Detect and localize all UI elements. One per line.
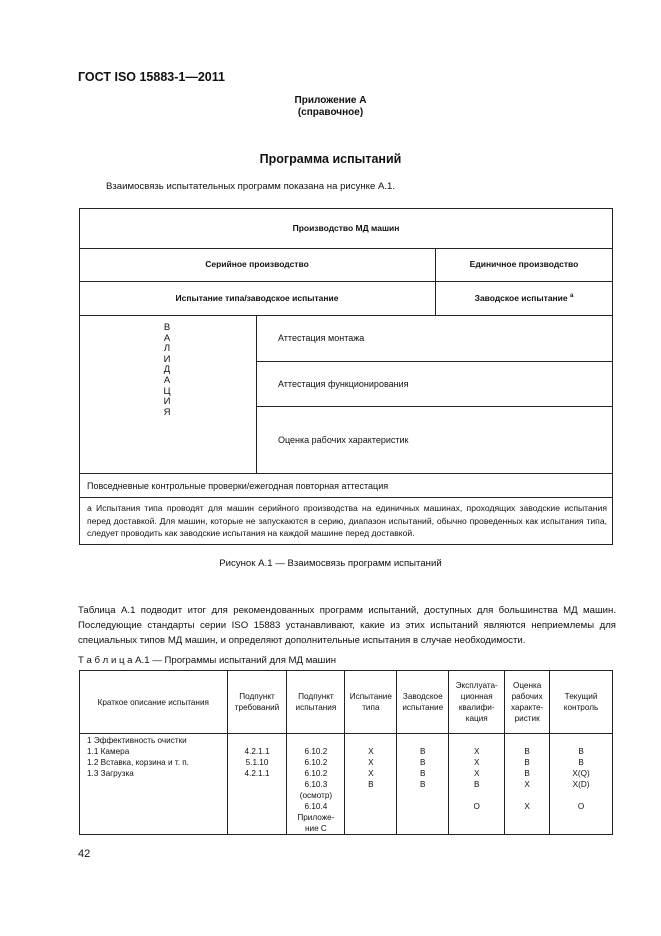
column-header: Текущий контроль (550, 671, 613, 734)
factory-test-box (435, 293, 613, 303)
validation-letter: Л (163, 343, 171, 355)
column-header: Испытание типа (345, 671, 397, 734)
validation-letter: Я (163, 406, 171, 418)
table-cell-type-test: X X X B (345, 734, 397, 835)
table-cell-requirements: 4.2.1.1 5.1.10 4.2.1.1 (227, 734, 287, 835)
validation-letter: Д (163, 364, 171, 376)
column-header: Эксплуата- ционная квалифи- кация (449, 671, 505, 734)
validation-letter: В (163, 322, 171, 333)
table-cell-description: 1 Эффективность очистки 1.1 Камера 1.2 Вставка, корзина и т. п. 1.3 Загрузка (80, 734, 228, 835)
appendix-note: (справочное) (297, 107, 364, 118)
validation-letter: А (163, 332, 171, 344)
body-paragraph: Таблица А.1 подводит итог для рекомендованных программ испытаний, доступных для большинства МД машин. Последующие стандарты серии ISO 15883 устанавливают, какие из этих испытаний являются неприемлемы для специальных типов МД машин, и определяют дополнительные испытания в случае необходимости. (78, 605, 616, 646)
column-header: Заводское испытание (397, 671, 449, 734)
table-cell-routine: B B X(Q) X(D) O (550, 734, 613, 835)
document-header: ГОСТ ISO 15883-1—2011 (78, 70, 225, 84)
appendix-label: Приложение А (294, 95, 367, 106)
intro-text: Взаимосвязь испытательных программ показана на рисунке А.1. (106, 181, 396, 192)
performance-qualification-box: Оценка рабочих характеристик (278, 435, 409, 445)
installation-qualification-box: Аттестация монтажа (278, 333, 365, 343)
validation-letter: И (163, 396, 171, 408)
factory-test-label: Заводское испытание (474, 293, 568, 303)
column-header: Оценка рабочих характе- ристик (505, 671, 550, 734)
operational-qualification-box: Аттестация функционирования (278, 379, 409, 389)
table-cell-test-clause: 6.10.2 6.10.2 6.10.2 6.10.3 (осмотр) 6.10.4 Приложе- ние С (287, 734, 345, 835)
column-header: Подпункт испытания (287, 671, 345, 734)
figure-footnote: а Испытания типа проводят для машин серийного производства на единичных машинах, проходящих заводские испытания перед доставкой. Для машин, которые не запускаются в серию, диапазон испытаний, обычно проведенных как испытания типа, следует проводить как заводские испытания на каждой машине перед доставкой. (87, 503, 607, 538)
table-header-row (80, 671, 613, 734)
validation-letter: А (163, 374, 171, 386)
section-title: Программа испытаний (259, 152, 402, 166)
column-header: Подпункт требований (227, 671, 287, 734)
table-row (80, 734, 613, 835)
production-box: Производство МД машин (292, 223, 400, 233)
type-test-box: Испытание типа/заводское испытание (175, 293, 339, 303)
footnote-mark: а (570, 293, 574, 300)
page-number: 42 (78, 848, 91, 860)
validation-letter: И (163, 353, 171, 365)
table-cell-factory-test: B B B B (397, 734, 449, 835)
figure-caption: Рисунок А.1 — Взаимосвязь программ испытаний (219, 558, 442, 569)
routine-checks-box: Повседневные контрольные проверки/ежегодная повторная аттестация (87, 481, 389, 491)
column-header: Краткое описание испытания (80, 671, 228, 734)
table-caption: Т а б л и ц а А.1 — Программы испытаний для МД машин (78, 655, 336, 666)
validation-vertical-label (139, 323, 195, 418)
validation-letter: Ц (163, 385, 171, 397)
figure-diagram (79, 208, 613, 545)
single-production-box: Единичное производство (469, 259, 579, 269)
table-cell-performance: B B B X X (505, 734, 550, 835)
table-cell-operational: X X X B O (449, 734, 505, 835)
test-program-table (79, 670, 613, 835)
serial-production-box: Серийное производство (205, 259, 309, 269)
